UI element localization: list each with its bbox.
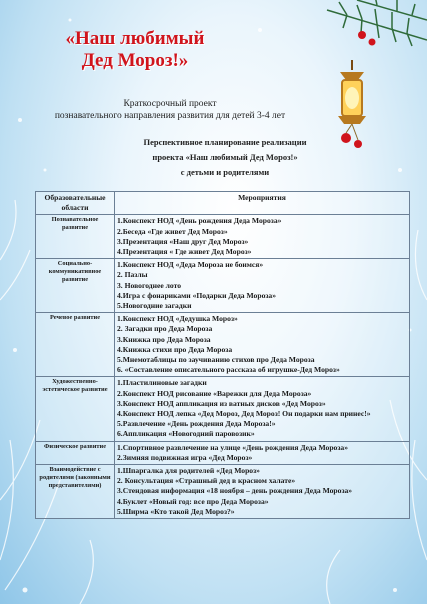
activity-item: 1.Пластилиновые загадки — [117, 378, 207, 388]
project-subtitle — [40, 98, 300, 122]
activity-item: 2. Консультация «Страшный дед в красном халате» — [117, 476, 296, 486]
activity-item: 1.Спортивное развлечение на улице «День рождения Деда Мороза» — [117, 442, 349, 452]
educational-area-cell: Художественно-эстетическое развитие — [36, 377, 115, 441]
educational-area-cell: Речевое развитие — [36, 313, 115, 377]
activity-item: 2. Пазлы — [117, 270, 148, 280]
educational-area-cell: Познавательное развитие — [36, 215, 115, 259]
activity-item: 1.Конспект НОД «День рождения Деда Мороза» — [117, 216, 282, 226]
activity-item: 4.Конспект НОД лепка «Дед Мороз, Дед Мороз! Он подарки нам принес!» — [117, 409, 371, 419]
activity-item: 4.Презентация « Где живет Дед Мороз» — [117, 247, 252, 257]
activity-item: 4.Книжка стихи про Деда Мороза — [117, 344, 233, 354]
table-header-row — [36, 192, 410, 215]
activity-item: 2.Конспект НОД рисование «Варежки для Деда Мороза» — [117, 388, 312, 398]
subtitle-line-2: познавательного направления развития для детей 3-4 лет — [54, 111, 286, 121]
activity-item: 1.Конспект НОД «Деда Мороза не боимся» — [117, 260, 264, 270]
activity-item: 1.Конспект НОД «Дедушка Мороз» — [117, 314, 238, 324]
column-header-activities: Мероприятия — [115, 192, 410, 215]
plan-line-3: с детьми и родителями — [180, 167, 270, 177]
activity-item: 5.Развлечение «День рождения Деда Мороза!» — [117, 419, 276, 429]
plan-heading — [110, 135, 340, 180]
activities-cell — [115, 465, 410, 519]
activity-item: 5.Ширма «Кто такой Дед Мороз?» — [117, 506, 235, 516]
educational-area-cell: Физическое развитие — [36, 441, 115, 464]
table-row — [36, 259, 410, 313]
activity-item: 3.Книжка про Деда Мороза — [117, 334, 211, 344]
activity-item: 2. Загадки про Деда Мороза — [117, 324, 213, 334]
column-header-areas: Образовательные области — [36, 192, 115, 215]
table-body — [36, 215, 410, 519]
activity-item: 6. «Составление описательного рассказа об игрушке-Дед Мороз» — [117, 365, 340, 375]
table-row — [36, 441, 410, 464]
activity-item: 3.Конспект НОД аппликация из ватных дисков «Дед Мороз» — [117, 398, 326, 408]
activity-item: 2.Зимняя подвижная игра «Дед Мороз» — [117, 452, 253, 462]
title-line-1: «Наш любимый — [65, 28, 205, 49]
plan-line-2: проекта «Наш любимый Дед Мороз!» — [152, 152, 298, 162]
table-row — [36, 215, 410, 259]
activity-item: 6.Аппликация «Новогодний паровозик» — [117, 429, 255, 439]
activity-item: 3.Стендовая информация «18 ноября – день рождения Деда Мороза» — [117, 486, 353, 496]
activity-item: 5.Новогодние загадки — [117, 301, 192, 311]
activities-cell — [115, 215, 410, 259]
activity-item: 3.Презентация «Наш друг Дед Мороз» — [117, 236, 249, 246]
activity-item: 2.Беседа «Где живет Дед Мороз» — [117, 226, 228, 236]
activity-item: 4.Игра с фонариками «Подарки Деда Мороза» — [117, 290, 277, 300]
activity-item: 1.Шпаргалка для родителей «Дед Мороз» — [117, 466, 260, 476]
activities-cell — [115, 377, 410, 441]
activity-item: 5.Мнемотаблицы по заучиванию стихов про Деда Мороза — [117, 355, 315, 365]
page-title — [40, 28, 230, 72]
table-row — [36, 465, 410, 519]
subtitle-line-1: Краткосрочный проект — [123, 99, 217, 109]
educational-area-cell: Взаимодействие с родителями (законными представителями) — [36, 465, 115, 519]
plan-line-1: Перспективное планирование реализации — [143, 137, 307, 147]
title-line-2: Дед Мороз!» — [81, 50, 189, 71]
activities-cell — [115, 313, 410, 377]
activities-cell — [115, 441, 410, 464]
educational-area-cell: Социально-коммуникативное развитие — [36, 259, 115, 313]
activities-cell — [115, 259, 410, 313]
plan-table — [35, 191, 410, 519]
activity-item: 3. Новогоднее лото — [117, 280, 182, 290]
activity-item: 4.Буклет «Новый год: все про Деда Мороза» — [117, 496, 269, 506]
table-row — [36, 377, 410, 441]
table-row — [36, 313, 410, 377]
